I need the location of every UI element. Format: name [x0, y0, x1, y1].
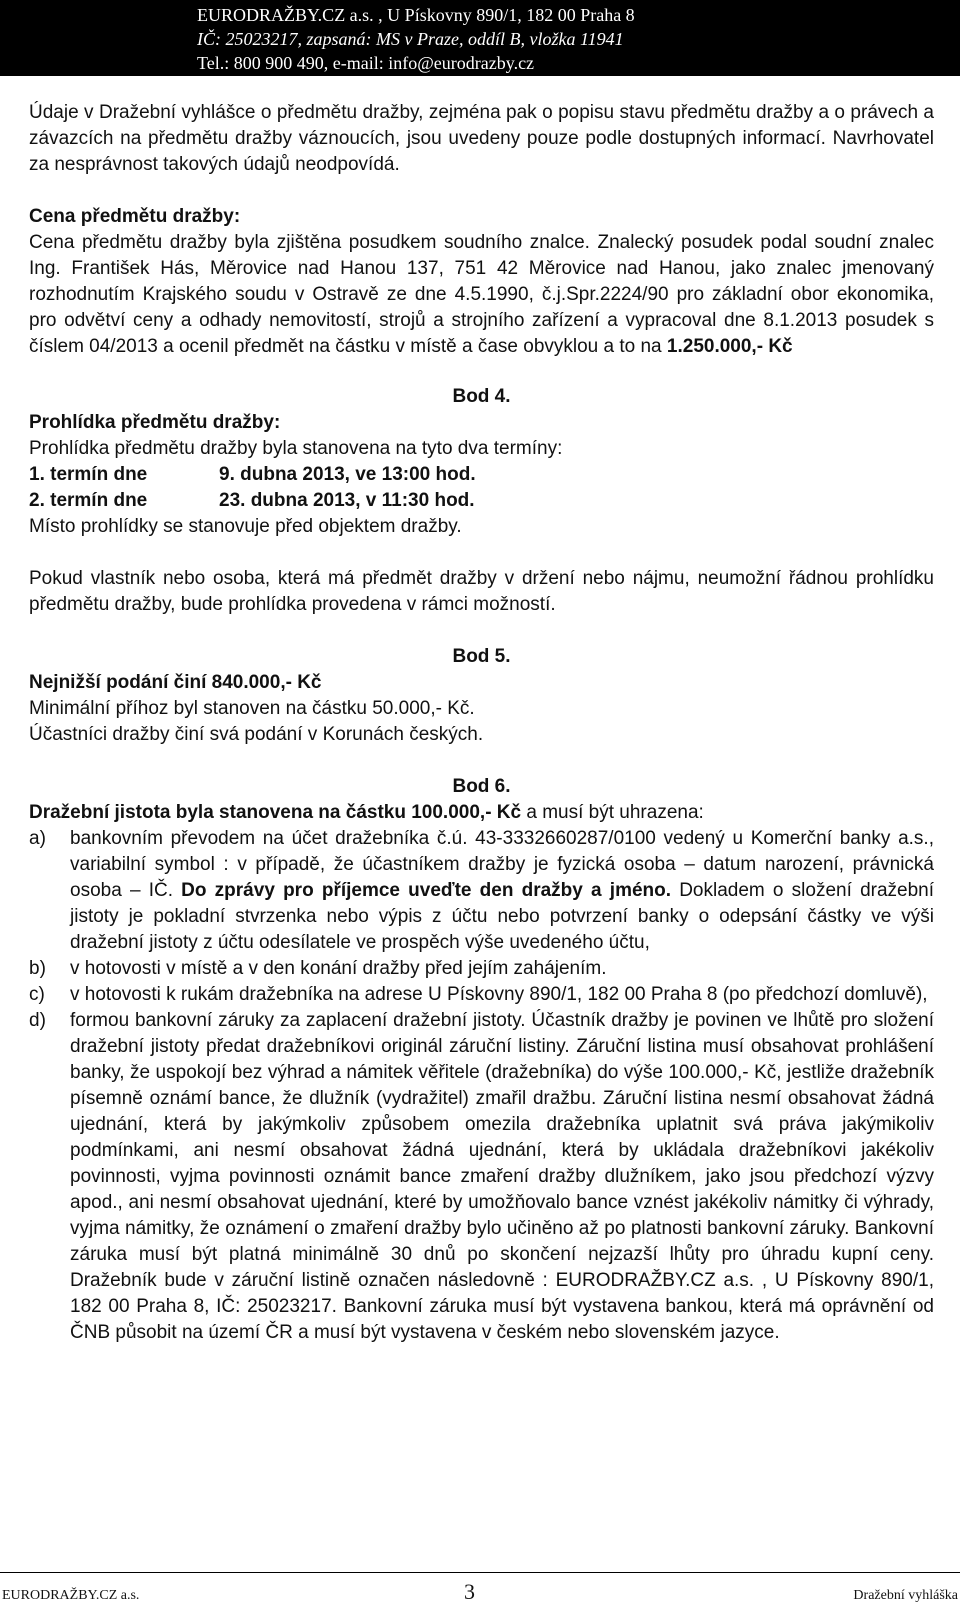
- list-marker: d): [29, 1010, 46, 1031]
- bod4-title: Bod 4.: [452, 386, 511, 407]
- prohlidka-note: Pokud vlastník nebo osoba, která má předmět dražby v držení nebo nájmu, neumožní řádnou prohlídku předmětu dražby, bude prohlídka provedena v rámci možností.: [29, 568, 934, 615]
- list-marker: b): [29, 958, 46, 979]
- letterhead-registration-line: IČ: 25023217, zapsaná: MS v Praze, oddíl B, vložka 11941: [197, 29, 624, 49]
- term-label: 2. termín dne: [29, 490, 148, 511]
- payment-method-item: [29, 1008, 934, 1346]
- footer-company: EURODRAŽBY.CZ a.s.: [2, 1588, 140, 1603]
- letterhead: [0, 0, 960, 76]
- prohlidka-place: Místo prohlídky se stanovuje před objektem dražby.: [29, 516, 462, 537]
- list-marker: c): [29, 984, 45, 1005]
- payment-reference-note: Do zprávy pro příjemce uveďte den dražby a jméno.: [181, 880, 672, 901]
- prohlidka-intro: Prohlídka předmětu dražby byla stanovena na tyto dva termíny:: [29, 438, 563, 459]
- cena-text: Cena předmětu dražby byla zjištěna posudkem soudního znalce. Znalecký posudek podal soudní znalec Ing. František Hás, Měrovice nad Hanou 137, 751 42 Měrovice nad Hanou, jako znalec jmenovaný rozhodnutím Krajského soudu v Ostravě ze dne 4.5.1990, č.j.Spr.2224/90 pro základní obor ekonomika, pro odvětví ceny a odhady nemovitostí, strojů a strojního zařízení a vypracoval dne 8.1.2013 posudek s číslem 04/2013 a ocenil předmět na částku v místě a čase obvyklou a to na: [29, 232, 934, 357]
- prohlidka-heading: Prohlídka předmětu dražby:: [29, 412, 281, 433]
- bod5-title: Bod 5.: [452, 646, 511, 667]
- page-number: 3: [464, 1579, 475, 1604]
- payment-method-text: bankovním převodem na účet dražebníka č.ú. 43-3332660287/0100 vedený u Komerční banky a.s., variabilní symbol : v případě, že účastníkem dražby je fyzická osoba – datum narození, právnická osoba – IČ.: [70, 828, 934, 901]
- footer-document-title: Dražební vyhláška: [853, 1588, 958, 1603]
- payment-method-item: [29, 982, 934, 1008]
- page-footer: [0, 1572, 960, 1610]
- bid-currency: Účastníci dražby činí svá podání v Korunách českých.: [29, 724, 484, 745]
- minimum-increment: Minimální příhoz byl stanoven na částku 50.000,- Kč.: [29, 698, 475, 719]
- term-label: 1. termín dne: [29, 464, 148, 485]
- cena-heading: Cena předmětu dražby:: [29, 206, 241, 227]
- term-row: [29, 462, 476, 488]
- jistota-intro-rest: a musí být uhrazena:: [521, 802, 704, 823]
- lowest-bid: Nejnižší podání činí 840.000,- Kč: [29, 672, 322, 693]
- payment-method-text: v hotovosti v místě a v den konání dražby před jejím zahájením.: [70, 958, 607, 979]
- jistota-amount: Dražební jistota byla stanovena na částku 100.000,- Kč: [29, 802, 522, 823]
- term-value: 23. dubna 2013, v 11:30 hod.: [219, 490, 475, 511]
- bod6-title: Bod 6.: [452, 776, 511, 797]
- payment-method-text: formou bankovní záruky za zaplacení dražební jistoty. Účastník dražby je povinen ve lhůtě pro složení dražební jistoty předat dražebníkovi originál záruční listiny. Záruční listina musí obsahovat prohlášení banky, že uspokojí bez výhrad a námitek věřitele (dražebníka) do výše 100.000,- Kč, jestliže dražebník písemně oznámí bance, že dlužník (vydražitel) zmařil dražbu. Záruční listina nesmí obsahovat žádná ujednání, která by jakýmkoliv způsobem omezila dražebníka uplatnit svá práva jakýmikoliv podmínkami, ani nesmí obsahovat žádná ujednání, která by ukládala dražebníkovi jakékoliv povinnosti, vyjma povinnosti oznámit bance zmaření dražby dlužníkem, jako jsou předchozí výzvy apod., ani nesmí obsahovat ujednání, které by umožňovalo bance vznést jakékoliv námitky či výhrady, vyjma námitky, že oznámení o zmaření dražby bylo učiněno až po platnosti bankovní záruky. Bankovní záruka musí být platná minimálně 30 dnů po skončení nejzazší lhůty pro úhradu kupní ceny. Dražebník bude v záruční listině označen následovně : EURODRAŽBY.CZ a.s. , U Pískovny 890/1, 182 00 Praha 8, IČ: 25023217. Bankovní záruka musí být vystavena bankou, která má oprávnění od ČNB působit na území ČR a musí být vystavena v českém nebo slovenském jazyce.: [70, 1010, 934, 1343]
- jistota-intro: [29, 800, 934, 826]
- intro-paragraph: Údaje v Dražební vyhlášce o předmětu dražby, zejména pak o popisu stavu předmětu dražby a o právech a závazcích na předmětu dražby váznoucích, jsou uvedeny pouze podle dostupných informací. Navrhovatel za nesprávnost takových údajů neodpovídá.: [29, 102, 934, 175]
- term-row: [29, 488, 476, 514]
- payment-methods-list: [29, 826, 934, 1346]
- letterhead-company-line: EURODRAŽBY.CZ a.s. , U Pískovny 890/1, 182 00 Praha 8: [197, 5, 635, 25]
- payment-method-text: v hotovosti k rukám dražebníka na adrese U Pískovny 890/1, 182 00 Praha 8 (po předchozí domluvě),: [70, 984, 928, 1005]
- term-value: 9. dubna 2013, ve 13:00 hod.: [219, 464, 476, 485]
- cena-amount: 1.250.000,- Kč: [666, 336, 793, 357]
- payment-method-text-continued: Dokladem o složení dražební jistoty je pokladní stvrzenka nebo výpis z účtu nebo potvrzení banky o odepsání částky ve výši dražební jistoty z účtu odesílatele ve prospěch výše uvedeného účtu,: [70, 880, 935, 953]
- payment-method-item: [29, 956, 934, 982]
- document-body: [29, 100, 934, 1346]
- prohlidka-terms: [29, 462, 476, 514]
- letterhead-contact-line: Tel.: 800 900 490, e-mail: info@eurodrazby.cz: [197, 53, 535, 73]
- payment-method-item: [29, 826, 934, 956]
- list-marker: a): [29, 828, 46, 849]
- cena-paragraph: [29, 230, 934, 360]
